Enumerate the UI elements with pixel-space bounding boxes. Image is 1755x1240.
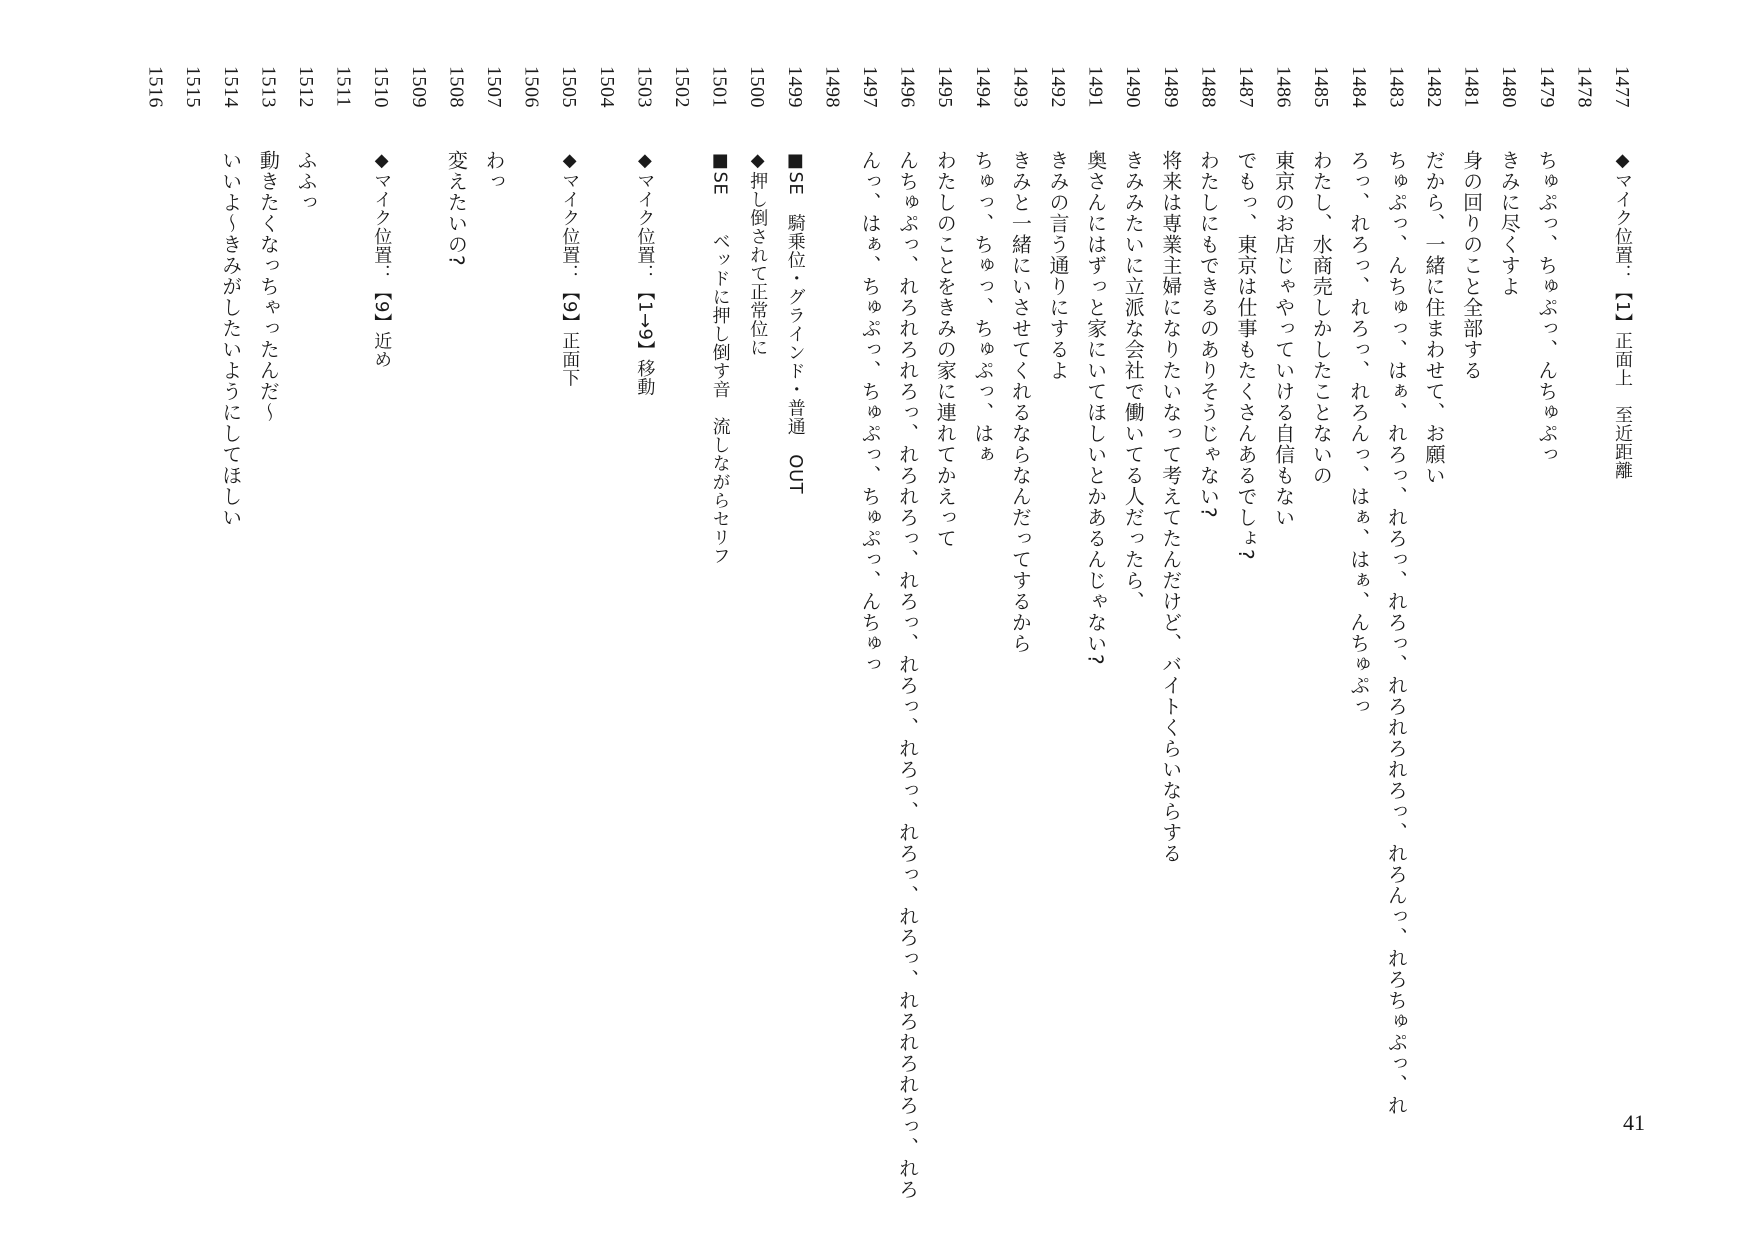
script-line	[1077, 66, 1115, 1126]
dialogue-text: でもっ、東京は仕事もたくさんあるでしょ?	[1234, 150, 1258, 561]
line-number: 1493	[1009, 66, 1032, 108]
line-number: 1490	[1122, 66, 1145, 108]
line-number: 1500	[746, 66, 769, 108]
dialogue-text: ふふっ	[294, 150, 318, 213]
script-line	[249, 66, 287, 1126]
dialogue-text: ちゅっ、ちゅっ、ちゅぷっ、はぁ	[970, 150, 995, 465]
script-line	[1377, 66, 1415, 1126]
line-number: 1502	[671, 66, 693, 108]
script-line	[1189, 66, 1227, 1126]
script-line	[475, 66, 513, 1126]
line-number: 1491	[1084, 66, 1107, 108]
line-number: 1477	[1611, 66, 1633, 108]
line-number: 1483	[1385, 66, 1408, 108]
script-line	[1152, 66, 1190, 1126]
script-line	[1302, 66, 1340, 1126]
script-line	[738, 66, 776, 1126]
dialogue-text: だから、一緒に住まわせて、お願い	[1422, 150, 1446, 486]
dialogue-text: んっ、はぁ、ちゅぷっ、ちゅぷっ、ちゅぷっ、んちゅっ	[858, 150, 882, 675]
stage-direction-text: ■SE 騎乗位・グラインド・普通 OUT	[784, 150, 806, 495]
dialogue-text: ろっ、れろっ、れろっ、れろんっ、はぁ、はぁ、んちゅぷっ	[1346, 150, 1371, 717]
script-line	[1453, 66, 1491, 1126]
dialogue-text: 将来は専業主婦になりたいなって考えてたんだけど、バイトくらいならする	[1158, 150, 1183, 864]
script-line	[1490, 66, 1528, 1126]
script-line	[625, 66, 663, 1126]
line-number: 1497	[859, 66, 881, 108]
line-number: 1481	[1460, 66, 1483, 108]
script-line	[926, 66, 964, 1126]
dialogue-text: ちゅぷっ、んちゅっ、はぁ、れろっ、れろっ、れろっ、れろれろれろっ、れろんっ、れろちゅぷっ、れ	[1384, 150, 1409, 1116]
script-line	[550, 66, 588, 1126]
dialogue-text: きみと一緒にいさせてくれるならなんだってするから	[1008, 150, 1033, 654]
page-number: 41	[1623, 1110, 1645, 1135]
script-line	[813, 66, 851, 1126]
stage-direction-text: ◆押し倒されて正常位に	[747, 150, 769, 357]
line-number: 1495	[934, 66, 957, 108]
line-number: 1503	[633, 66, 656, 108]
stage-direction-text: ◆マイク位置：【1→9】移動	[634, 150, 656, 396]
script-line	[701, 66, 739, 1126]
dialogue-text: わたし、水商売しかしたことないの	[1309, 150, 1334, 486]
dialogue-text: ちゅぷっ、ちゅぷっ、んちゅぷっ	[1534, 150, 1559, 465]
dialogue-text: 動きたくなっちゃったんだ～	[256, 150, 281, 423]
script-line	[1114, 66, 1152, 1126]
script-line	[1565, 66, 1603, 1126]
script-line	[362, 66, 400, 1126]
script-line	[1265, 66, 1303, 1126]
line-number: 1488	[1197, 66, 1220, 108]
line-number: 1505	[558, 66, 581, 108]
dialogue-text: わたしのことをきみの家に連れてかえって	[933, 150, 958, 549]
line-number: 1504	[595, 66, 618, 108]
script-line	[1415, 66, 1453, 1126]
line-number: 1482	[1423, 66, 1445, 108]
script-line	[588, 66, 626, 1126]
script-line	[212, 66, 250, 1126]
script-line	[1227, 66, 1265, 1126]
script-line	[889, 66, 927, 1200]
dialogue-text: 身の回りのこと全部する	[1459, 150, 1484, 381]
line-number: 1499	[783, 66, 806, 108]
dialogue-text: 奥さんにはずっと家にいてほしいとかあるんじゃない?	[1083, 150, 1108, 666]
script-line	[400, 66, 438, 1126]
stage-direction-text: ◆マイク位置：【1】正面上 至近距離	[1612, 150, 1633, 480]
line-number: 1478	[1573, 66, 1596, 108]
dialogue-text: 東京のお店じゃやっていける自信もない	[1271, 150, 1296, 528]
line-number: 1487	[1235, 66, 1257, 108]
script-line	[287, 66, 325, 1126]
line-number: 1492	[1047, 66, 1069, 108]
script-line	[325, 66, 363, 1126]
line-number: 1496	[896, 66, 919, 108]
line-number: 1501	[708, 66, 731, 108]
script-line	[1603, 66, 1641, 1126]
script-line	[437, 66, 475, 1126]
line-number: 1510	[370, 66, 393, 108]
line-number: 1515	[182, 66, 205, 108]
script-line	[513, 66, 551, 1126]
script-line	[776, 66, 814, 1126]
dialogue-text: わたしにもできるのありそうじゃない?	[1196, 150, 1221, 519]
line-number: 1480	[1498, 66, 1521, 108]
script-line	[137, 66, 175, 1126]
line-number: 1479	[1535, 66, 1558, 108]
line-number: 1489	[1159, 66, 1182, 108]
stage-direction-text: ◆マイク位置：【9】正面下	[559, 150, 581, 387]
script-line	[174, 66, 212, 1126]
dialogue-text: わっ	[482, 150, 506, 192]
line-number: 1514	[219, 66, 242, 108]
dialogue-text: んちゅぷっ、れろれろれろっ、れろれろっ、れろっ、れろっ、れろっ、れろっ、れろっ、れろれろれろっ、れろ	[895, 150, 920, 1200]
line-number: 1516	[144, 66, 167, 108]
stage-direction-text: ◆マイク位置：【9】近め	[371, 150, 393, 369]
script-line	[964, 66, 1002, 1126]
dialogue-text: きみに尽くすよ	[1497, 150, 1522, 297]
dialogue-text: いいよ～きみがしたいようにしてほしい	[218, 150, 243, 528]
line-number: 1513	[257, 66, 280, 108]
dialogue-text: 変えたいの?	[444, 150, 469, 267]
line-number: 1484	[1347, 66, 1370, 108]
script-line	[663, 66, 701, 1126]
script-line	[1528, 66, 1566, 1126]
script-line	[851, 66, 889, 1126]
dialogue-text: きみの言う通りにするよ	[1046, 150, 1070, 381]
line-number: 1494	[971, 66, 994, 108]
line-number: 1486	[1272, 66, 1295, 108]
line-number: 1506	[520, 66, 543, 108]
line-number: 1498	[821, 66, 844, 108]
script-line	[1340, 66, 1378, 1126]
script-line	[1039, 66, 1077, 1126]
stage-direction-text: ■SE ベッドに押し倒す音 流しながらセリフ	[709, 150, 731, 566]
line-number: 1507	[483, 66, 505, 108]
line-number: 1509	[407, 66, 430, 108]
dialogue-text: きみみたいに立派な会社で働いてる人だったら、	[1121, 150, 1146, 612]
line-number: 1512	[295, 66, 317, 108]
script-line	[1001, 66, 1039, 1126]
line-number: 1485	[1310, 66, 1333, 108]
line-number: 1511	[332, 66, 355, 108]
line-number: 1508	[445, 66, 468, 108]
